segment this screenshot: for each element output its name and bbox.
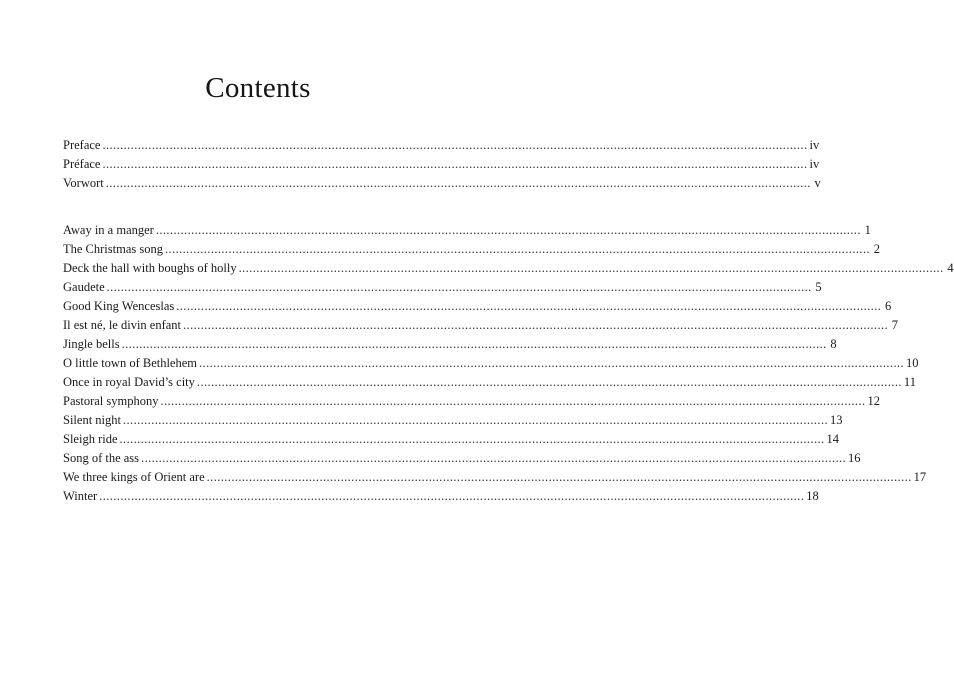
entry-title: Good King Wenceslas (63, 299, 175, 313)
contents-row (63, 221, 871, 240)
contents-row (63, 411, 843, 430)
contents-row (63, 487, 819, 506)
entry-title: The Christmas song (63, 242, 163, 256)
dot-leader: ........................................................................................................................................................................................................ (119, 432, 825, 446)
entry-page-number: 14 (826, 432, 840, 446)
entry-page-number: 4 (947, 261, 954, 275)
entry-title: Deck the hall with boughs of holly (63, 261, 237, 275)
dot-leader: ........................................................................................................................................................................................................ (121, 337, 827, 351)
dot-leader: ........................................................................................................................................................................................................ (165, 242, 870, 256)
contents-row (63, 335, 837, 354)
front-matter-row (63, 155, 820, 174)
entry-page-number: 5 (815, 280, 822, 294)
dot-leader: ........................................................................................................................................................................................................ (105, 176, 811, 190)
dot-leader: ........................................................................................................................................................................................................ (206, 470, 912, 484)
entry-title: We three kings of Orient are (63, 470, 205, 484)
contents-list (63, 221, 954, 506)
entry-page-number: v (814, 176, 821, 190)
entry-page-number: 10 (906, 356, 919, 370)
dot-leader: ........................................................................................................................................................................................................ (141, 451, 847, 465)
dot-leader: ........................................................................................................................................................................................................ (176, 299, 882, 313)
dot-leader: ........................................................................................................................................................................................................ (196, 375, 902, 389)
dot-leader: ........................................................................................................................................................................................................ (123, 413, 828, 427)
entry-page-number: 6 (885, 299, 892, 313)
contents-row (63, 240, 880, 259)
entry-page-number: 11 (903, 375, 916, 389)
dot-leader: ........................................................................................................................................................................................................ (238, 261, 944, 275)
dot-leader: ........................................................................................................................................................................................................ (199, 356, 905, 370)
entry-title: Preface (63, 138, 101, 152)
entry-page-number: iv (809, 157, 820, 171)
dot-leader: ........................................................................................................................................................................................................ (106, 280, 812, 294)
entry-title: Sleigh ride (63, 432, 118, 446)
dot-leader: ........................................................................................................................................................................................................ (102, 138, 808, 152)
entry-title: Gaudete (63, 280, 105, 294)
entry-title: Silent night (63, 413, 121, 427)
entry-title: Winter (63, 489, 98, 503)
contents-row (63, 316, 899, 335)
contents-row (63, 259, 954, 278)
contents-row (63, 278, 822, 297)
entry-title: Away in a manger (63, 223, 154, 237)
entry-page-number: 18 (806, 489, 819, 503)
contents-row (63, 297, 892, 316)
entry-page-number: 12 (867, 394, 880, 408)
entry-page-number: 7 (891, 318, 899, 332)
front-matter-row (63, 174, 821, 193)
entry-page-number: 2 (873, 242, 880, 256)
dot-leader: ........................................................................................................................................................................................................ (102, 157, 808, 171)
page-title: Contents (205, 72, 311, 104)
entry-title: Song of the ass (63, 451, 140, 465)
contents-row (63, 354, 919, 373)
contents-row (63, 373, 916, 392)
entry-page-number: iv (809, 138, 820, 152)
entry-title: Once in royal David’s city (63, 375, 195, 389)
contents-row (63, 449, 861, 468)
entry-title: Il est né, le divin enfant (63, 318, 182, 332)
dot-leader: ........................................................................................................................................................................................................ (183, 318, 889, 332)
entry-title: Vorwort (63, 176, 104, 190)
dot-leader: ........................................................................................................................................................................................................ (99, 489, 805, 503)
entry-page-number: 8 (830, 337, 837, 351)
entry-title: O little town of Bethlehem (63, 356, 198, 370)
contents-row (63, 392, 880, 411)
entry-title: Jingle bells (63, 337, 120, 351)
entry-page-number: 16 (848, 451, 861, 465)
entry-title: Préface (63, 157, 101, 171)
dot-leader: ........................................................................................................................................................................................................ (160, 394, 866, 408)
entry-page-number: 1 (864, 223, 871, 237)
dot-leader: ........................................................................................................................................................................................................ (155, 223, 861, 237)
entry-page-number: 13 (830, 413, 843, 427)
contents-row (63, 468, 927, 487)
entry-title: Pastoral symphony (63, 394, 159, 408)
front-matter-row (63, 136, 820, 155)
contents-row (63, 430, 840, 449)
entry-page-number: 17 (913, 470, 927, 484)
front-matter-list (63, 136, 821, 193)
